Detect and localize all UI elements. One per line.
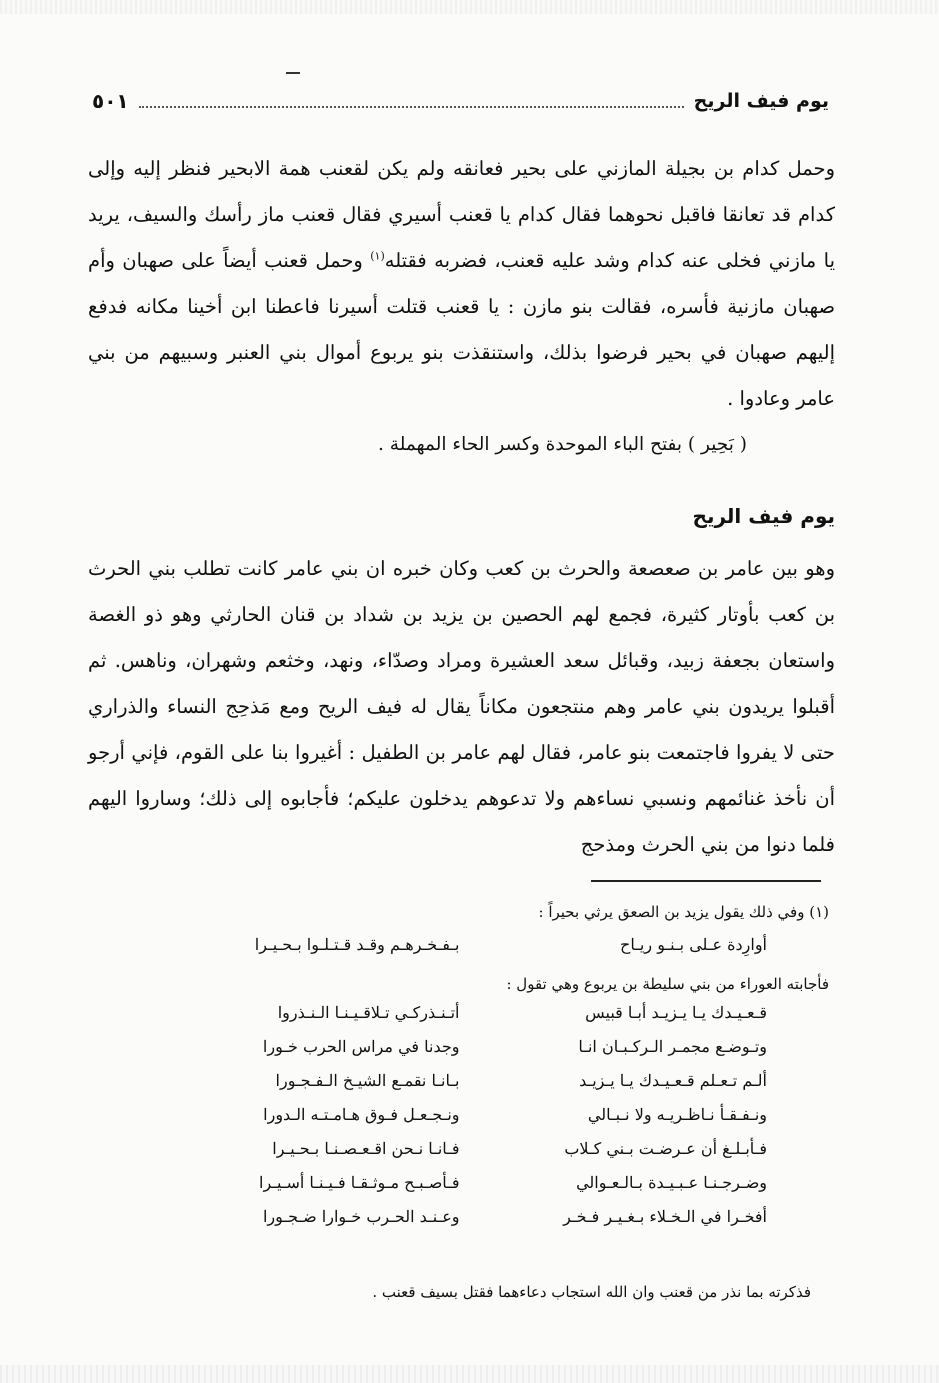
verse-hemistich-first: أوارِدة عـلى بـنـو ريـاح [620,935,767,954]
page-number: ٥٠١ [92,89,129,113]
footnote-intro: (١) وفي ذلك يقول يزيد بن الصعق يرثي بحيراً : [538,903,829,921]
verse-hemistich-first: قـعـيـدك يـا يـزيـد أبـا قبيس [585,1003,767,1022]
main-text [88,146,835,868]
verse-hemistich-second: فـأصـبـح مـوثـقـا فـيـنـا أسـيـرا [259,1173,460,1192]
footnote-reference: (١) [370,249,385,263]
verse-hemistich-first: ونـفـقـأ نـاظـريـه ولا نـبـالي [587,1105,767,1124]
paragraph-1-continuation: وحمل قعنب أيضاً على صهبان وأم صهبان مازنية فأسره، فقالت بنو مازن : يا قعنب قتلت أسيرنا فاعطنا ابن أخينا مكانه فدفع إليهم صهبان في بحير فرضوا بذلك، واستنقذت بنو يربوع أموال بني العنبر وسبيهم من بني عامر وعادوا . [88,249,835,410]
verse-hemistich-second: فـانـا نـحن اقـعـصـنـا بـحـيـرا [272,1139,460,1158]
verse-hemistich-first: وتـوضـع مجمـر الـركـبـان انـا [578,1037,767,1056]
verse-hemistich-first: وضـرجـنـا عـبـيـدة بـالـعـوالي [576,1173,767,1192]
verse-hemistich-second: بـفـخـرهـم وقـد قـتـلـوا بـحـيـرا [254,935,460,954]
running-header [92,86,829,116]
footnote-reply-intro: فأجابته العوراء من بني سليطة بن يربوع وهي تقول : [506,975,829,993]
footnote-closing: فذكرته بما نذر من قعنب وان الله استجاب دعاءهما فقتل بسيف قعنب . [372,1283,811,1301]
header-dot-leader [139,94,684,108]
poem-1 [150,928,829,962]
scan-edge-bottom [0,1365,939,1383]
scan-edge-top [0,0,939,14]
paragraph-1-text: وحمل كدام بن بجيلة المازني على بحير فعانقه ولم يكن لقعنب همة الابحير فنظر إليه وإلى كدام قد تعانقا فاقبل نحوهما فقال كدام يا قعنب أسيري فقال قعنب ماز رأسك والسيف، يريد يا مازني فخلى عنه كدام وشد عليه قعنب، فضربه فقتله [88,157,835,272]
verse-hemistich-first: فـأبـلـغ أن عـرضـت بـني كـلاب [564,1139,767,1158]
footnote-block [150,902,829,1234]
paragraph-1 [88,146,835,422]
section-title: يوم فيف الريح [692,504,835,528]
verse-hemistich-first: أفخـرا في الـخـلاء بـغـيـر فـخـر [563,1207,767,1226]
paragraph-2: وهو بين عامر بن صعصعة والحرث بن كعب وكان خبره ان بني عامر كانت تطلب بني الحرث بن كعب بأوتار كثيرة، فجمع لهم الحصين بن يزيد بن شداد بن قنان الحارثي وهو ذو الغصة واستعان بجعفة زبيد، وقبائل سعد العشيرة ومراد وصدّاء، ونهد، وخثعم وشهران، وناهس. ثم أقبلوا يريدون بني عامر وهم منتجعون مكاناً يقال له فيف الريح ومع مَذحِج النساء والذراري حتى لا يفروا فاجتمعت بنو عامر، فقال لهم عامر بن الطفيل : أغيروا بنا على القوم، فإني أرجو أن نأخذ غنائمهم ونسبي نساءهم ولا تدعوهم يدخلون عليكم؛ فأجابوه إلى ذلك؛ وساروا اليهم فلما دنوا من بني الحرث ومذحج [88,557,835,856]
verse-hemistich-second: وجدنا في مراس الحرب خـورا [262,1037,460,1056]
verse-hemistich-first: ألـم تـعـلم قـعـيـدك يـا يـزيـد [579,1071,767,1090]
header-title: يوم فيف الريح [693,90,829,112]
poem-2 [150,996,829,1234]
vocalization-note: ( بَحِير ) بفتح الباء الموحدة وكسر الحاء المهملة . [378,434,747,455]
scan-mark [286,72,300,74]
verse-hemistich-second: ونـجـعـل فـوق هـامـتـه الـدورا [263,1105,460,1124]
verse-hemistich-second: أتـنـذركـي تـلاقـيـنـا الـنـذروا [277,1003,460,1022]
verse-hemistich-second: بـانـا نقمـع الشيـخ الـفـجـورا [275,1071,460,1090]
footnote-divider [591,880,821,882]
verse-hemistich-second: وعـنـد الحـرب خـوارا ضـجـورا [262,1207,460,1226]
